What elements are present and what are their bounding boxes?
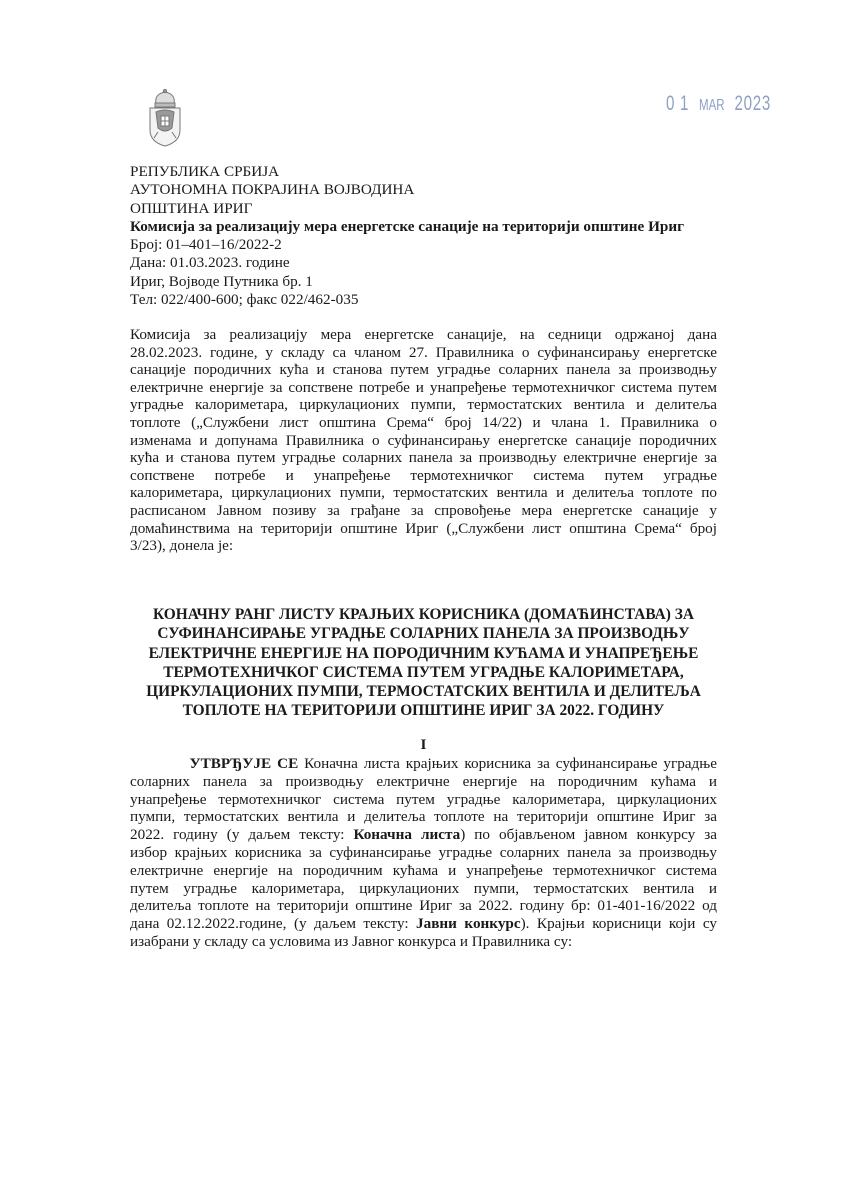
text-line [130,484,717,502]
text: уградње калориметара, циркулационих пумпи, термостатских вентила и делитеља [130,396,717,414]
document-title [130,605,717,721]
text: соларних панела за производњу електричне енергије на породичним кућама и [130,772,717,790]
text-line [130,344,717,362]
text-line [130,396,717,414]
title-line: ЕЛЕКТРИЧНЕ ЕНЕРГИЈЕ НА ПОРОДИЧНИМ КУЋАМА И УНАПРЕЂЕЊЕ [148,644,699,662]
text-line [130,808,717,826]
letterhead [130,163,684,309]
text-line [130,880,717,898]
section-number: I [420,736,427,753]
text: санације породичних кућа и станова путем уградње соларних панела за производњу [130,361,717,379]
text: пумпи, термостатских вентила и делитеља топлоте на територији општине Ириг за [130,808,717,826]
phone-fax: Тел: 022/400-600; факс 022/462-035 [130,291,359,309]
text-line [130,432,717,450]
text-line [130,826,717,844]
text: Коначна листа крајњих корисника за суфинансирање уградње [298,755,718,772]
text: ) по објављеном јавном конкурсу за [460,826,717,844]
text-line [130,520,717,538]
text-line [130,844,717,862]
text: изабрани у складу са условима из Јавног конкурса и Правилника су: [130,932,573,950]
bold-text: Јавни конкурс [416,915,521,933]
text: 28.02.2023. године, у складу са чланом 27. Правилника о суфинансирању енергетске [130,343,717,361]
text-line [130,755,717,773]
text-line [130,773,717,791]
text-line [130,933,717,951]
letterhead-province: АУТОНОМНА ПОКРАЈИНА ВОЈВОДИНА [130,181,415,199]
stamp-day: 0 1 [666,92,690,115]
text-line [130,449,717,467]
document-date: Дана: 01.03.2023. године [130,254,290,272]
text-line [130,326,717,344]
text-line [130,502,717,520]
text: сопствене потребе и унапређење термотехничког система путем уградње [130,466,717,484]
address: Ириг, Војводе Путника бр. 1 [130,272,313,290]
letterhead-municipality: ОПШТИНА ИРИГ [130,199,253,217]
intro-paragraph [130,326,717,555]
text-line [130,361,717,379]
text-line [130,414,717,432]
text: изменама и допунама Правилника о суфинансирању енергетске санације породичних [130,431,717,449]
text: 3/23), донела је: [130,537,234,555]
section-i-paragraph [130,755,717,951]
text [130,755,189,772]
stamp-month: MAR [699,97,725,114]
text: делитеља топлоте на територији општине Ириг за 2022. годину бр: 01-401-16/2022 од [130,897,717,915]
title-line: ЦИРКУЛАЦИОНИХ ПУМПИ, ТЕРМОСТАТСКИХ ВЕНТИЛА И ДЕЛИТЕЉА [146,683,701,701]
text: електричне енергије на породичним кућама и унапређење термотехничког система [130,861,717,879]
text: 2022. годину (у даљем тексту: [130,826,354,844]
bold-text: Коначна листа [353,826,461,844]
text-line [130,791,717,809]
title-line: СУФИНАНСИРАЊЕ УГРАДЊЕ СОЛАРНИХ ПАНЕЛА ЗА ПРОИЗВОДЊУ [157,625,690,643]
text-line [130,379,717,397]
letterhead-country: РЕПУБЛИКА СРБИЈА [130,163,280,180]
title-line: ТЕРМОТЕХНИЧКОГ СИСТЕМА ПУТЕМ УГРАДЊЕ КАЛОРИМЕТАРА, [163,663,684,681]
text: топлоте („Службени лист општина Срема“ број 14/22) и члана 1. Правилника о [130,413,717,431]
document-number: Број: 01–401–16/2022-2 [130,236,282,254]
text: избор крајњих корисника за суфинансирање уградње соларних панела за производњу [130,843,717,861]
title-line: КОНАЧНУ РАНГ ЛИСТУ КРАЈЊИХ КОРИСНИКА (ДОМАЋИНСТАВА) ЗА [152,606,694,623]
text: електричне енергије за сопствене потребе и унапређење термотехничког система путем [130,378,717,396]
stamp-year: 2023 [734,92,771,115]
title-line: ТОПЛОТЕ НА ТЕРИТОРИЈИ ОПШТИНЕ ИРИГ ЗА 2022. ГОДИНУ [182,702,665,720]
received-date-stamp [666,92,771,116]
text: расписаном Јавном позиву за грађане за спровођење мера енергетске санације у [130,501,717,519]
letterhead-commission: Комисија за реализацију мера енергетске санације на територији општине Ириг [130,217,684,235]
text: кућа и станова путем уградње соларних панела за производњу електричне енергије за [130,449,717,467]
text-line [130,467,717,485]
text: калориметара, циркулационих пумпи, термостатских вентила и делитеља топлоте по [130,484,717,502]
bold-text: УТВРЂУЈЕ СЕ [189,755,299,772]
coat-of-arms-icon [146,88,184,148]
text: дана 02.12.2022.године, (у даљем тексту: [130,915,417,933]
text-line [130,897,717,915]
text: ). Крајњи корисници који су [520,915,717,933]
text: унапређење термотехничког система путем уградње калориметара, циркулационих [130,790,717,808]
text-line [130,862,717,880]
text-line [130,537,717,555]
text: домаћинствима на територији општине Ириг („Службени лист општина Срема“ број [130,519,717,537]
text-line [130,915,717,933]
text: Комисија за реализацију мера енергетске санације, на седници одржаној дана [130,326,717,343]
text: путем уградње калориметара, циркулационих пумпи, термостатских вентила и [130,879,717,897]
